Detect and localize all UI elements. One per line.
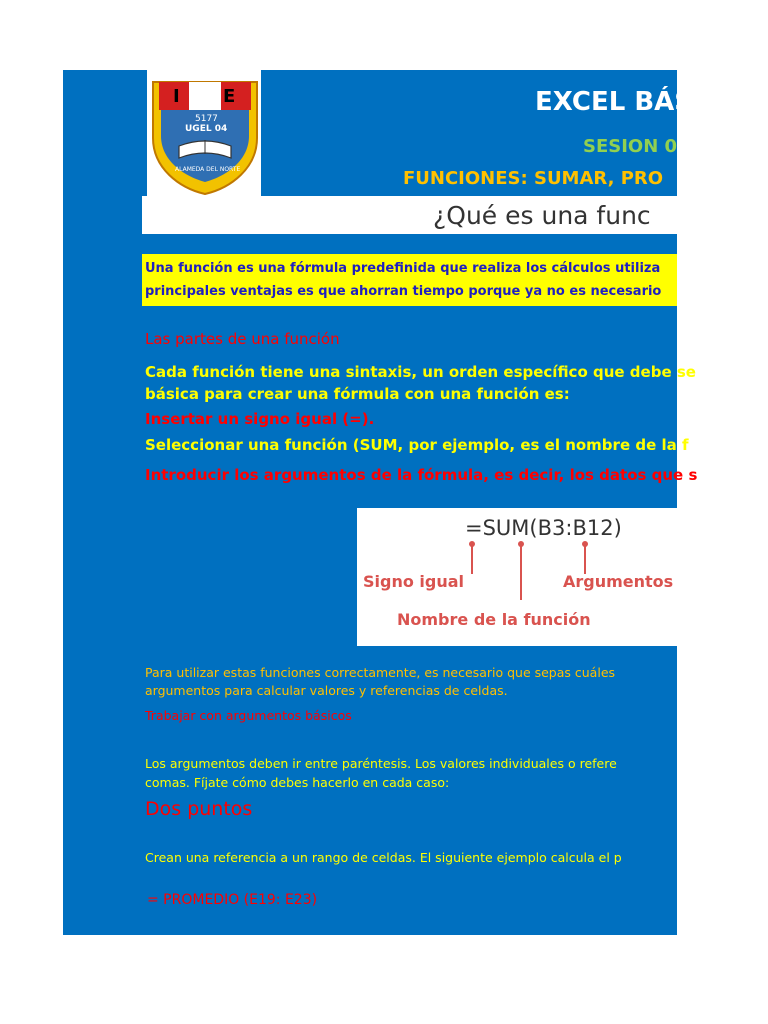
- school-crest-large-icon: [149, 72, 261, 196]
- colon-heading: Dos puntos: [145, 798, 253, 820]
- label-function-name: Nombre de la función: [397, 610, 591, 629]
- logo-large-letter-e: E: [223, 86, 236, 107]
- session-label: SESION 0: [583, 136, 678, 157]
- logo-large-code: 5177: [195, 114, 218, 124]
- definition-line-1: Una función es una fórmula predefinida que realiza los cálculos utiliza: [145, 261, 661, 276]
- formula-text: =SUM(B3:B12): [465, 516, 622, 540]
- definition-line-2: principales ventajas es que ahorran tiempo porque ya no es necesario: [145, 284, 662, 299]
- logo-large-motto: ALAMEDA DEL NORTE: [175, 166, 241, 173]
- label-arguments: Argumentos: [563, 572, 674, 591]
- page-title: EXCEL BÁS: [535, 87, 694, 117]
- spreadsheet-area: [63, 70, 698, 935]
- args-line-2: comas. Fíjate cómo debes hacerlo en cada caso:: [145, 775, 450, 790]
- basic-arguments-heading: Trabajar con argumentos básicos: [145, 708, 352, 723]
- functions-subtitle: FUNCIONES: SUMAR, PRO: [403, 168, 664, 189]
- syntax-line-2: básica para crear una fórmula con una función es:: [145, 385, 570, 403]
- logo-large-ugel: UGEL 04: [185, 124, 228, 134]
- usage-line-1: Para utilizar estas funciones correctamente, es necesario que sepas cuáles: [145, 665, 616, 680]
- average-example: = PROMEDIO (E19: E23): [147, 892, 318, 908]
- label-equal-sign: Signo igual: [363, 572, 465, 591]
- colon-description: Crean una referencia a un rango de celdas. El siguiente ejemplo calcula el p: [145, 850, 622, 865]
- step-3: Introducir los argumentos de la fórmula, es decir, los datos que s: [145, 466, 698, 484]
- parts-heading: Las partes de una función: [145, 330, 340, 348]
- syntax-line-1: Cada función tiene una sintaxis, un orden específico que debe se: [145, 363, 696, 381]
- step-2: Seleccionar una función (SUM, por ejemplo, es el nombre de la f: [145, 436, 689, 454]
- args-line-1: Los argumentos deben ir entre paréntesis. Los valores individuales o refere: [145, 756, 617, 771]
- formula-diagram: [357, 508, 677, 646]
- step-1: Insertar un signo igual (=).: [145, 410, 375, 428]
- usage-line-2: argumentos para calcular valores y referencias de celdas.: [145, 683, 508, 698]
- question-heading: ¿Qué es una func: [433, 201, 651, 230]
- logo-large-letter-i: I: [173, 86, 180, 107]
